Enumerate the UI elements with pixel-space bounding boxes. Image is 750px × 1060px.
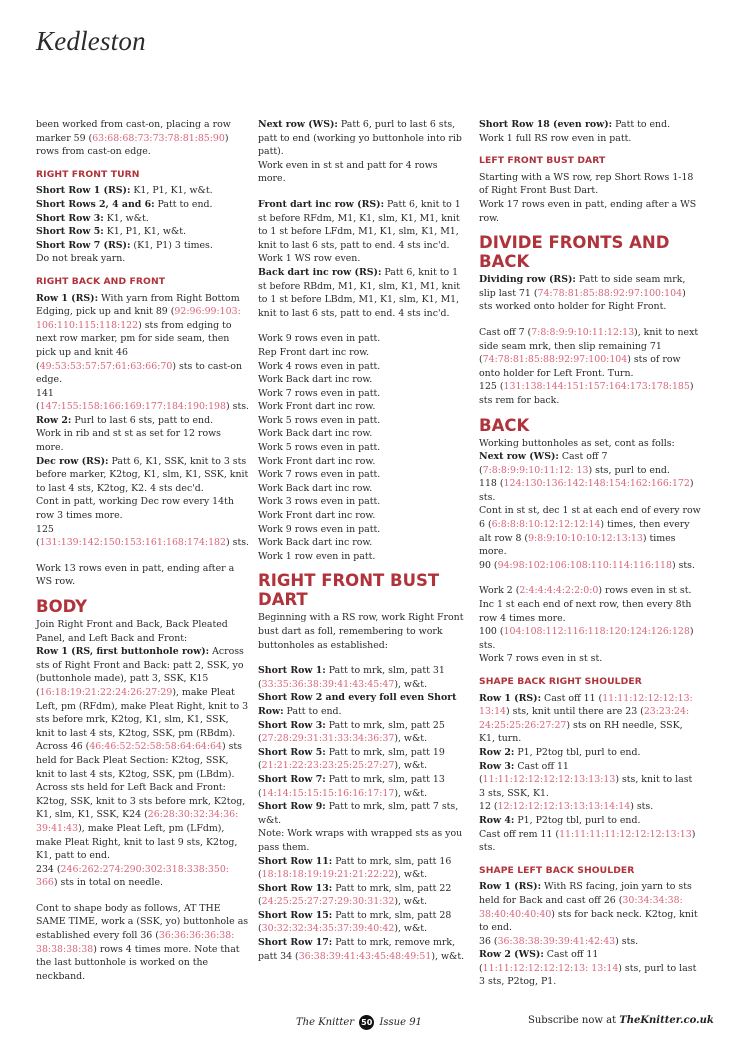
pattern-paragraph	[36, 523, 249, 550]
pattern-text: ), w&t.	[394, 760, 428, 772]
pattern-text: 118 (	[479, 478, 504, 490]
pattern-text: Beginning with a RS row, work Right Front bust dart as foll, remembering to work buttonholes as established:	[258, 612, 464, 651]
row-label: Row 2:	[479, 746, 515, 758]
pattern-paragraph	[258, 198, 468, 252]
pattern-paragraph	[258, 909, 468, 936]
pattern-text: Inc 1 st each end of next row, then every 8th row 4 times more.	[479, 599, 692, 624]
pattern-paragraph	[479, 380, 701, 407]
row-label: Row 1 (RS):	[36, 292, 99, 304]
pattern-text: Patt to mrk, slm, patt 25 (	[258, 719, 445, 745]
row-label: Short Row 18 (even row):	[479, 119, 613, 130]
pattern-text: Cont in patt, working Dec row every 14th row 3 times more.	[36, 496, 234, 522]
pattern-paragraph	[36, 618, 249, 645]
pattern-paragraph	[258, 719, 468, 746]
size-values: 24:25:25:27:27:29:30:31:32	[261, 896, 395, 908]
pattern-text: Work 1 full RS row even in patt.	[479, 132, 632, 144]
pattern-paragraph	[36, 198, 249, 212]
pattern-text: ) sts, knit until there are 23 (	[506, 706, 644, 718]
pattern-text: ) rows even in st st.	[598, 585, 692, 597]
pattern-text: ) sts, purl to last 3 sts, P2tog, P1.	[479, 962, 697, 988]
pattern-paragraph	[258, 664, 468, 691]
pattern-paragraph	[258, 373, 468, 387]
row-label: Row 1 (RS):	[479, 881, 542, 893]
pattern-paragraph	[258, 495, 468, 509]
pattern-paragraph	[479, 504, 701, 558]
pattern-paragraph	[36, 645, 249, 863]
pattern-text: Work 13 rows even in patt, ending after a WS row.	[36, 562, 235, 588]
pattern-text: Cont to shape body as follows, AT THE SAME TIME, work a (SSK, yo) buttonhole as established every foll 36 (	[36, 902, 249, 942]
row-label: Short Row 7 (RS):	[36, 239, 131, 251]
size-values: 46:46:52:52:58:58:64:64:64	[89, 741, 222, 753]
pattern-text: ) sts.	[479, 828, 696, 854]
row-label: Row 2 (WS):	[479, 949, 544, 961]
pattern-text: ) sts, purl to end.	[588, 464, 670, 476]
pattern-text: (K1, P1) 3 times.	[130, 239, 213, 251]
pattern-text: Work Front dart inc row.	[258, 510, 376, 522]
pattern-text: Work even in st st and patt for 4 rows more.	[258, 159, 438, 185]
row-label: Short Row 13:	[258, 882, 333, 894]
pattern-text: Patt to end.	[612, 119, 671, 130]
paragraph-gap	[36, 890, 249, 902]
subsection-heading: LEFT FRONT BUST DART	[479, 155, 606, 167]
size-values: 9:8:9:10:10:10:12:13:13	[528, 532, 643, 544]
row-label: Row 2:	[36, 414, 72, 426]
paragraph-gap	[258, 652, 468, 664]
pattern-text: Work 7 rows even in st st.	[479, 653, 603, 665]
pattern-paragraph	[36, 495, 249, 522]
pattern-paragraph	[258, 773, 468, 800]
row-label: Short Row 1:	[258, 665, 326, 677]
pattern-text: ) sts.	[226, 537, 250, 549]
size-values: 36:38:38:39:39:41:42:43	[497, 935, 616, 947]
pattern-paragraph	[258, 746, 468, 773]
pattern-paragraph	[479, 477, 701, 504]
pattern-text: Work 4 rows even in patt.	[258, 360, 381, 372]
pattern-paragraph	[36, 239, 249, 253]
pattern-text: 125 (	[479, 381, 504, 393]
pattern-text: Work 7 rows even in patt.	[258, 387, 381, 399]
pattern-text: Work 17 rows even in patt, ending after a WS row.	[479, 198, 697, 224]
footer-issue: Issue 91	[379, 1017, 422, 1028]
pattern-text: K1, P1, K1, w&t.	[103, 226, 186, 238]
pattern-text: ), w&t.	[394, 678, 428, 690]
pattern-text: Patt 6, K1, SSK, knit to 3 sts before marker, K2tog, K1, slm, K1, SSK, knit to last 4 sts, K2tog, K2. 4 sts dec'd.	[36, 455, 249, 494]
subsection-heading: SHAPE BACK RIGHT SHOULDER	[479, 676, 642, 687]
pattern-paragraph	[258, 455, 468, 469]
size-values: 131:139:142:150:153:161:168:174:182	[39, 537, 226, 549]
pattern-paragraph	[479, 198, 701, 225]
paragraph-gap	[479, 572, 701, 584]
size-values: 7:8:8:9:9:10:11:12:13	[531, 326, 635, 338]
pattern-paragraph	[36, 387, 249, 414]
pattern-paragraph	[258, 800, 468, 827]
section-heading: BACK	[479, 415, 530, 435]
row-label: Short Row 1 (RS):	[36, 185, 131, 197]
row-label: Short Row 5:	[36, 226, 104, 238]
pattern-paragraph	[258, 118, 468, 159]
pattern-text: Patt to mrk, slm, patt 7 sts, w&t.	[258, 801, 459, 826]
pattern-paragraph	[479, 880, 701, 934]
pattern-text: Work Back dart inc row.	[258, 374, 373, 386]
pattern-text: Cast off 11 (	[479, 949, 599, 974]
row-label: Row 1 (RS, first buttonhole row):	[36, 646, 210, 658]
row-label: Row 4:	[479, 814, 515, 826]
pattern-paragraph	[479, 437, 701, 451]
size-values: 12:12:12:12:13:13:13:14:14	[497, 801, 631, 813]
size-values: 26:28:30:32:34:36: 39:41:43	[36, 809, 239, 834]
pattern-paragraph	[36, 562, 249, 589]
pattern-text: Work Front dart inc row.	[258, 455, 376, 467]
pattern-text: Join Right Front and Back, Back Pleated Panel, and Left Back and Front:	[36, 619, 228, 644]
pattern-text: Work 9 rows even in patt.	[258, 333, 381, 345]
pattern-text: Rep Front dart inc row.	[258, 346, 370, 358]
pattern-paragraph	[479, 559, 701, 573]
size-values: 104:108:112:116:118:120:124:126:128	[503, 626, 690, 638]
pattern-text: Patt to mrk, slm, patt 13 (	[258, 773, 445, 799]
pattern-text: P1, P2tog tbl, purl to end.	[514, 814, 641, 826]
pattern-text: ) sts.	[615, 935, 639, 947]
pattern-text: P1, P2tog tbl, purl to end.	[514, 746, 641, 758]
pattern-text: Patt to mrk, remove mrk, patt 34 (	[258, 937, 456, 962]
pattern-paragraph	[479, 814, 701, 828]
row-label: Dividing row (RS):	[479, 274, 576, 286]
pattern-text: Cast off 11 (	[479, 760, 569, 786]
size-values: 27:28:29:31:31:33:34:36:37	[261, 733, 395, 745]
pattern-text: K1, P1, K1, w&t.	[130, 185, 213, 197]
pattern-text: ) sts, knit to last 3 sts, SSK, K1.	[479, 774, 693, 799]
pattern-text: ) sts.	[479, 626, 694, 651]
pattern-text: 141 (	[36, 387, 54, 413]
pattern-paragraph	[258, 611, 468, 652]
pattern-text: Work Back dart inc row.	[258, 482, 373, 494]
section-heading: DIVIDE FRONTS AND BACK	[479, 233, 670, 272]
subsection-heading: SHAPE LEFT BACK SHOULDER	[479, 864, 635, 876]
pattern-text: 90 (	[479, 559, 498, 571]
pattern-text: K1, w&t.	[103, 212, 149, 224]
paragraph-gap	[479, 314, 701, 326]
pattern-text: ) sts rem for back.	[479, 381, 694, 406]
pattern-text: Work 1 WS row even.	[258, 253, 361, 265]
pattern-text: Cont in st st, dec 1 st at each end of every row 6 (	[479, 505, 701, 531]
size-values: 16:18:19:21:22:24:26:27:29	[39, 686, 173, 698]
pattern-paragraph	[36, 118, 249, 159]
size-values: 11:11:12:12:12:12:13: 13:14	[482, 962, 619, 974]
subsection-heading: RIGHT BACK AND FRONT	[36, 275, 166, 287]
size-values: 7:8:8:9:9:10:11:12: 13	[482, 464, 589, 476]
pattern-text: 234 (	[36, 863, 61, 875]
pattern-text: Patt 6, knit to 1 st before RFdm, M1, K1, slm, K1, M1, knit to 1 st before LFdm, M1, K1, slm, K1, M1, knit to last 6 sts, patt to end. 4 sts inc'd.	[258, 198, 461, 251]
footer-subscribe[interactable]	[528, 1015, 714, 1026]
pattern-paragraph	[479, 326, 701, 380]
row-label: Short Row 9:	[258, 801, 326, 813]
pattern-paragraph	[258, 468, 468, 482]
pattern-text: ), w&t.	[394, 923, 428, 935]
pattern-text: 100 (	[479, 626, 504, 638]
pattern-title: Kedleston	[36, 26, 146, 56]
pattern-text: ), make Pleat Left, pm (LFdm), make Pleat Right, knit to last 9 sts, K2tog, K1, patt to end.	[36, 822, 238, 862]
size-values: 2:4:4:4:4:2:2:0:0	[519, 585, 599, 597]
pattern-text: Work in rib and st st as set for 12 rows more.	[36, 428, 221, 454]
pattern-text: Work 3 rows even in patt.	[258, 496, 381, 508]
pattern-text: ), w&t.	[394, 733, 428, 745]
pattern-text: Patt to mrk, slm, patt 22 (	[258, 882, 452, 908]
size-values: 33:35:36:38:39:41:43:45:47	[261, 678, 395, 690]
pattern-text: ) sts on RH needle, SSK, K1, turn.	[479, 719, 683, 745]
pattern-text: Cast off 7 (	[479, 326, 532, 338]
pattern-paragraph	[36, 292, 249, 387]
footer-site-link[interactable]: TheKnitter.co.uk	[619, 1015, 714, 1026]
row-label: Short Row 2 and every foll even Short Row:	[258, 692, 457, 717]
size-values: 246:262:274:290:302:318:338:350: 366	[36, 863, 229, 889]
pattern-text: Work Back dart inc row.	[258, 428, 373, 440]
pattern-paragraph	[479, 450, 701, 477]
footer-subscribe-text: Subscribe now at	[528, 1015, 620, 1026]
size-values: 11:11:12:12:12:13: 13:14	[479, 692, 693, 718]
row-label: Short Row 17:	[258, 937, 333, 949]
footer-magazine-name: The Knitter	[296, 1017, 355, 1028]
pattern-text: Work 5 rows even in patt.	[258, 442, 381, 454]
pattern-paragraph	[36, 414, 249, 428]
size-values: 23:23:24: 24:25:25:26:27:27	[479, 706, 690, 731]
page-number-badge: 50	[359, 1015, 374, 1030]
size-values: 131:138:144:151:157:164:173:178:185	[503, 381, 690, 393]
row-label: Row 3:	[479, 760, 515, 772]
pattern-paragraph	[36, 252, 249, 266]
pattern-paragraph	[258, 827, 468, 854]
row-label: Short Row 11:	[258, 855, 333, 867]
pattern-text: Patt to end.	[154, 198, 213, 210]
pattern-text: ), knit to next side seam mrk, then slip remaining 71 (	[479, 326, 699, 366]
pattern-paragraph	[258, 523, 468, 537]
pattern-text: Patt to mrk, slm, patt 16 (	[258, 855, 452, 881]
pattern-text: 125 (	[36, 523, 54, 549]
paragraph-gap	[258, 320, 468, 332]
text-column-1	[36, 118, 249, 983]
pattern-text: ), w&t.	[394, 896, 428, 908]
pattern-text: Working buttonholes as set, cont as folls:	[479, 437, 675, 449]
pattern-text: ) times, then every alt row 8 (	[479, 519, 690, 544]
size-values: 94:98:102:106:108:110:114:116:118	[497, 559, 672, 571]
pattern-paragraph	[258, 855, 468, 882]
row-label: Row 1 (RS):	[479, 692, 542, 704]
pattern-paragraph	[479, 652, 701, 666]
pattern-text: Patt 6, knit to 1 st before RBdm, M1, K1, slm, K1, M1, knit to 1 st before LBdm, M1, K1, slm, K1, M1, knit to last 6 sts, patt to end. 4 sts inc'd.	[258, 266, 461, 319]
pattern-paragraph	[36, 225, 249, 239]
pattern-paragraph	[258, 882, 468, 909]
size-values: 147:155:158:166:169:177:184:190:198	[39, 401, 226, 413]
pattern-paragraph	[258, 936, 468, 963]
pattern-text: ) sts.	[479, 478, 694, 503]
pattern-paragraph	[36, 863, 249, 890]
pattern-paragraph	[258, 332, 468, 346]
pattern-text: Work Front dart inc row.	[258, 401, 376, 413]
section-heading: RIGHT FRONT BUST DART	[258, 571, 440, 610]
row-label: Dec row (RS):	[36, 455, 109, 467]
pattern-paragraph	[258, 266, 468, 320]
pattern-text: Work 5 rows even in patt.	[258, 414, 381, 426]
pattern-text: Patt to mrk, slm, patt 31 (	[258, 665, 445, 690]
pattern-text: ) rows 4 times more. Note that the last buttonhole is worked on the neckband.	[36, 943, 240, 982]
row-label: Short Row 15:	[258, 909, 333, 921]
pattern-paragraph	[258, 346, 468, 360]
row-label: Front dart inc row (RS):	[258, 198, 385, 210]
pattern-paragraph	[479, 273, 701, 314]
pattern-text: Work 7 rows even in patt.	[258, 469, 381, 481]
size-values: 63:68:68:73:73:78:81:85:90	[92, 132, 225, 144]
pattern-text: ) sts of row onto holder for Left Front. Turn.	[479, 354, 681, 379]
pattern-paragraph	[258, 387, 468, 401]
row-label: Short Row 7:	[258, 773, 326, 785]
pattern-text: Work 9 rows even in patt.	[258, 523, 381, 535]
pattern-paragraph	[479, 625, 701, 652]
pattern-paragraph	[36, 184, 249, 198]
pattern-paragraph	[479, 132, 701, 146]
row-label: Short Row 5:	[258, 746, 326, 758]
pattern-paragraph	[258, 414, 468, 428]
pattern-paragraph	[36, 902, 249, 984]
pattern-text: Purl to last 6 sts, patt to end.	[71, 414, 214, 426]
pattern-text: ) sts from edging to next row marker, pm for side seam, then pick up and knit 46 (	[36, 319, 232, 372]
pattern-text: Starting with a WS row, rep Short Rows 1-18 of Right Front Bust Dart.	[479, 171, 694, 197]
pattern-paragraph	[258, 536, 468, 550]
paragraph-gap	[36, 550, 249, 562]
pattern-paragraph	[36, 455, 249, 496]
pattern-text: Patt to side seam mrk, slip last 71 (	[479, 274, 686, 299]
pattern-paragraph	[479, 692, 701, 746]
pattern-text: Cast off 7 (	[479, 451, 608, 476]
pattern-text: been worked from cast-on, placing a row marker 59 (	[36, 119, 231, 144]
size-values: 21:21:22:23:23:25:25:27:27	[261, 760, 395, 772]
row-label: Short Row 3:	[36, 212, 104, 224]
pattern-paragraph	[479, 118, 701, 132]
pattern-text: Patt to mrk, slm, patt 28 (	[258, 909, 452, 935]
pattern-text: ), w&t.	[394, 787, 428, 799]
pattern-text: ), w&t.	[431, 950, 465, 962]
pattern-text: Cast off rem 11 (	[479, 828, 560, 840]
pattern-paragraph	[258, 400, 468, 414]
pattern-text: Work 2 (	[479, 585, 520, 597]
size-values: 30:32:32:34:35:37:39:40:42	[261, 923, 395, 935]
pattern-text: ), w&t.	[394, 869, 428, 881]
pattern-text: 36 (	[479, 935, 498, 947]
pattern-text: ) rows from cast-on edge.	[36, 132, 229, 158]
pattern-text: Work Back dart inc row.	[258, 537, 373, 549]
pattern-text: With yarn from Right Bottom Edging, pick up and knit 89 (	[36, 292, 240, 318]
pattern-text: ) sts held for Back Pleat Section: K2tog, SSK, knit to last 4 sts, K2tog, SSK, pm (LBdm). Across sts held for Left Back and Front: K2tog, SSK, knit to 3 sts before mrk, K2tog, K1, slm, K1, SSK, K24 (	[36, 741, 246, 821]
pattern-text: Cast off 11 (	[541, 692, 603, 704]
size-values: 6:8:8:8:10:12:12:12:14	[491, 519, 601, 531]
subsection-heading: RIGHT FRONT TURN	[36, 168, 140, 180]
size-values: 30:34:34:38: 38:40:40:40:40	[479, 894, 683, 920]
pattern-text: Patt to mrk, slm, patt 19 (	[258, 746, 445, 772]
pattern-text: Do not break yarn.	[36, 253, 126, 265]
pattern-paragraph	[479, 948, 701, 989]
pattern-paragraph	[258, 691, 468, 718]
size-values: 74:78:81:85:88:92:97:100:104	[482, 354, 628, 366]
pattern-paragraph	[258, 252, 468, 266]
footer-magazine	[296, 1015, 422, 1030]
row-label: Short Row 3:	[258, 719, 326, 731]
pattern-text: ) sts in total on needle.	[53, 877, 164, 889]
pattern-text: Work 1 row even in patt.	[258, 550, 376, 562]
size-values: 36:38:39:41:43:45:48:49:51	[298, 950, 432, 962]
pattern-paragraph	[36, 212, 249, 226]
pattern-paragraph	[479, 584, 701, 598]
pattern-text: ) sts.	[226, 401, 250, 413]
size-values: 18:18:18:19:19:21:21:22:22	[261, 869, 395, 881]
row-label: Short Rows 2, 4 and 6:	[36, 198, 155, 210]
size-values: 11:11:12:12:12:12:13:13:13	[482, 774, 616, 786]
pattern-paragraph	[258, 509, 468, 523]
pattern-paragraph	[479, 800, 701, 814]
pattern-text: ) sts.	[671, 559, 695, 571]
pattern-paragraph	[36, 427, 249, 454]
pattern-text: ) sts for back neck. K2tog, knit to end.	[479, 908, 698, 934]
pattern-paragraph	[258, 550, 468, 564]
row-label: Next row (WS):	[479, 451, 559, 463]
pattern-text: ) sts.	[630, 801, 654, 813]
pattern-paragraph	[258, 427, 468, 441]
text-column-2	[258, 118, 468, 963]
pattern-text: ), make Pleat Left, pm (RFdm), make Pleat Right, knit to 3 sts before mrk, K2tog, K1, slm, K1, SSK, knit to last 4 sts, K2tog, SSK, pm (RBdm). Across 46 (	[36, 686, 249, 753]
pattern-text: ) sts worked onto holder for Right Front.	[479, 287, 686, 313]
pattern-paragraph	[479, 598, 701, 625]
pattern-paragraph	[258, 360, 468, 374]
pattern-paragraph	[479, 746, 701, 760]
paragraph-gap	[258, 186, 468, 198]
pattern-paragraph	[479, 760, 701, 801]
pattern-text: ) times more.	[479, 532, 676, 558]
pattern-paragraph	[258, 482, 468, 496]
pattern-paragraph	[258, 159, 468, 186]
pattern-text: Across sts of Right Front and Back: patt 2, SSK, yo (buttonhole made), patt 3, SSK, K15 (	[36, 646, 244, 698]
size-values: 74:78:81:85:88:92:97:100:104	[537, 287, 683, 299]
size-values: 124:130:136:142:148:154:162:166:172	[503, 478, 690, 490]
size-values: 14:14:15:15:15:16:16:17:17	[261, 787, 395, 799]
pattern-paragraph	[479, 935, 701, 949]
text-column-3	[479, 118, 701, 989]
size-values: 11:11:11:11:12:12:12:13:13	[559, 828, 692, 840]
pattern-paragraph	[479, 828, 701, 855]
pattern-paragraph	[258, 441, 468, 455]
pattern-text: ) sts to cast-on edge.	[36, 360, 242, 386]
row-label: Back dart inc row (RS):	[258, 266, 382, 278]
size-values: 36:36:36:36:38: 38:38:38:38	[36, 930, 235, 955]
pattern-text: 12 (	[479, 801, 498, 813]
section-heading: BODY	[36, 597, 88, 616]
row-label: Next row (WS):	[258, 119, 338, 130]
pattern-text: Patt to end.	[283, 705, 342, 717]
pattern-paragraph	[479, 171, 701, 198]
pattern-text: With RS facing, join yarn to sts held for Back and cast off 26 (	[479, 881, 692, 906]
size-values: 49:53:53:57:57:61:63:66:70	[39, 360, 173, 372]
pattern-text: Note: Work wraps with wrapped sts as you pass them.	[258, 828, 463, 853]
size-values: 92:96:99:103: 106:110:115:118:122	[36, 306, 241, 331]
pattern-text: Patt 6, purl to last 6 sts, patt to end (working yo buttonhole into rib patt).	[258, 119, 462, 158]
